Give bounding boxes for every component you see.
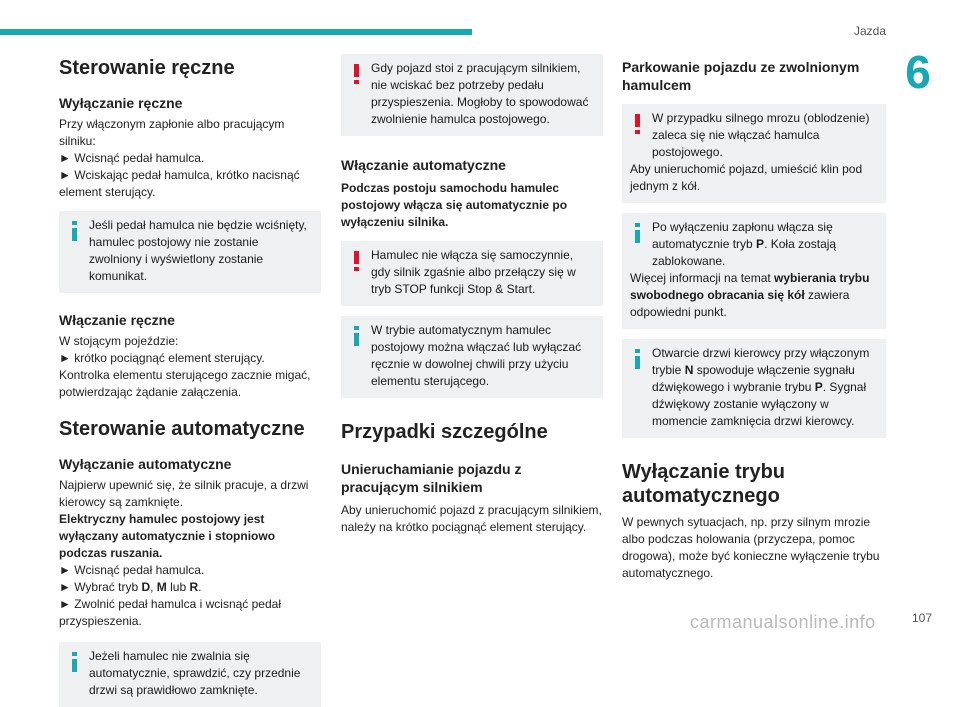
text-fragment: Więcej informacji na temat bbox=[630, 271, 775, 285]
warning-icon bbox=[630, 112, 646, 136]
page-number: 107 bbox=[912, 611, 933, 625]
heading-auto-apply: Włączanie automatyczne bbox=[341, 157, 506, 173]
heading-manual-apply: Włączanie ręczne bbox=[59, 312, 175, 328]
info-text bbox=[630, 219, 878, 270]
text-line: Najpierw upewnić się, że silnik pracuje, a drzwi kierowcy są zamknięte. bbox=[59, 478, 309, 509]
text-fragment: Otwarcie drzwi kierowcy przy włączonym trybie bbox=[652, 346, 870, 377]
step-item: ► Zwolnić pedał hamulca i wcisnąć pedał przyspieszenia. bbox=[59, 597, 281, 628]
info-icon bbox=[630, 347, 646, 371]
info-box bbox=[341, 316, 603, 398]
text-fragment: ► Wybrać tryb bbox=[59, 580, 142, 594]
info-text: Jeśli pedał hamulca nie będzie wciśnięty, hamulec postojowy nie zostanie zwolniony i wyświetlony zostanie komunikat. bbox=[89, 218, 307, 283]
bold-paragraph: Podczas postoju samochodu hamulec postojowy włącza się automatycznie po wyłączeniu silnika. bbox=[341, 181, 568, 229]
text-fragment: . bbox=[198, 580, 202, 594]
column-1 bbox=[59, 50, 321, 707]
warning-text: Gdy pojazd stoi z pracującym silnikiem, nie wciskać bez potrzeby pedału przyspieszenia. Mogłoby to spowodować zwolnienie hamulca postojowego. bbox=[371, 61, 589, 126]
text-fragment: zawiera odpowiedni punkt. bbox=[630, 288, 850, 319]
info-box bbox=[59, 642, 321, 707]
text-line: W stojącym pojeździe: bbox=[59, 334, 179, 348]
heading-manual-control: Sterowanie ręczne bbox=[59, 57, 235, 79]
warning-box bbox=[341, 241, 603, 306]
heading-immobilise: Unieruchamianie pojazdu z pracującym silnikiem bbox=[341, 461, 522, 495]
bold-line: Elektryczny hamulec postojowy jest wyłączany automatycznie i stopniowo podczas ruszania. bbox=[59, 512, 276, 560]
text-fragment: . Koła zostają zablokowane. bbox=[652, 237, 837, 268]
info-text: W trybie automatycznym hamulec postojowy można włączać lub wyłączać ręcznie w dowolnej chwili przy użyciu elementu sterującego. bbox=[371, 323, 582, 388]
warning-text: Hamulec nie włącza się samoczynnie, gdy silnik zgaśnie albo przełączy się w tryb STOP funkcji Stop & Start. bbox=[371, 248, 576, 296]
bold-reference: wybierania trybu swobodnego obracania się kół bbox=[630, 271, 870, 302]
paragraph bbox=[59, 477, 321, 630]
header-accent-bar bbox=[0, 29, 472, 35]
info-text bbox=[630, 270, 878, 321]
warning-text: Aby unieruchomić pojazd, umieścić klin pod jednym z kół. bbox=[630, 162, 863, 193]
column-3 bbox=[622, 58, 886, 582]
section-title: Jazda bbox=[853, 24, 886, 38]
text-fragment: . Sygnał dźwiękowy zostanie wyłączony w momencie zamknięcia drzwi kierowcy. bbox=[652, 380, 867, 428]
text-fragment: , bbox=[150, 580, 157, 594]
heading-disable-auto: Wyłączanie trybu automatycznego bbox=[622, 461, 786, 507]
info-icon bbox=[349, 324, 365, 348]
heading-manual-release: Wyłączanie ręczne bbox=[59, 95, 183, 111]
mode-p: P bbox=[756, 237, 765, 251]
heading-special-cases: Przypadki szczególne bbox=[341, 421, 548, 443]
mode-p: P bbox=[814, 380, 823, 394]
mode-d: D bbox=[141, 580, 151, 594]
warning-box bbox=[622, 104, 886, 203]
text-fragment: lub bbox=[166, 580, 190, 594]
text-line: Kontrolka elementu sterującego zacznie migać, potwierdzając żądanie załączenia. bbox=[59, 368, 311, 399]
watermark: carmanualsonline.info bbox=[690, 612, 876, 632]
text-line: Przy włączonym zapłonie albo pracującym silniku: bbox=[59, 117, 285, 148]
warning-text: W przypadku silnego mrozu (oblodzenie) zaleca się nie włączać hamulca postojowego. bbox=[652, 111, 870, 159]
mode-m: M bbox=[156, 580, 167, 594]
info-box bbox=[622, 339, 886, 438]
warning-box bbox=[341, 54, 603, 136]
paragraph: W pewnych sytuacjach, np. przy silnym mrozie albo podczas holowania (przyczepa, pomoc drogowa), może być konieczne wyłączenie trybu automatycznego. bbox=[622, 515, 880, 580]
paragraph: Aby unieruchomić pojazd z pracującym silnikiem, należy na krótko pociągnąć element sterujący. bbox=[341, 503, 602, 534]
info-text bbox=[630, 345, 878, 430]
paragraph bbox=[59, 333, 321, 401]
mode-n: N bbox=[684, 363, 694, 377]
step-item: ► krótko pociągnąć element sterujący. bbox=[59, 351, 265, 365]
info-icon bbox=[67, 650, 83, 674]
info-icon bbox=[67, 219, 83, 243]
text-fragment: Po wyłączeniu zapłonu włącza się automatycznie tryb bbox=[652, 220, 833, 251]
warning-icon bbox=[349, 249, 365, 273]
info-box bbox=[622, 213, 886, 329]
column-2 bbox=[341, 54, 603, 536]
warning-icon bbox=[349, 62, 365, 86]
mode-r: R bbox=[189, 580, 199, 594]
chapter-number: 6 bbox=[905, 46, 931, 98]
heading-automatic-control: Sterowanie automatyczne bbox=[59, 418, 305, 440]
info-icon bbox=[630, 221, 646, 245]
paragraph bbox=[59, 116, 321, 201]
heading-parking-released: Parkowanie pojazdu ze zwolnionym hamulcem bbox=[622, 59, 860, 93]
heading-auto-release: Wyłączanie automatyczne bbox=[59, 456, 232, 472]
step-item bbox=[59, 579, 321, 596]
step-item: ► Wcisnąć pedał hamulca. bbox=[59, 563, 205, 577]
info-text: Jeżeli hamulec nie zwalnia się automatycznie, sprawdzić, czy przednie drzwi są prawidłowo zamknięte. bbox=[89, 649, 301, 697]
step-item: ► Wciskając pedał hamulca, krótko nacisnąć element sterujący. bbox=[59, 168, 300, 199]
info-box bbox=[59, 211, 321, 293]
text-fragment: spowoduje włączenie sygnału dźwiękowego i wybranie trybu bbox=[652, 363, 855, 394]
step-item: ► Wcisnąć pedał hamulca. bbox=[59, 151, 205, 165]
